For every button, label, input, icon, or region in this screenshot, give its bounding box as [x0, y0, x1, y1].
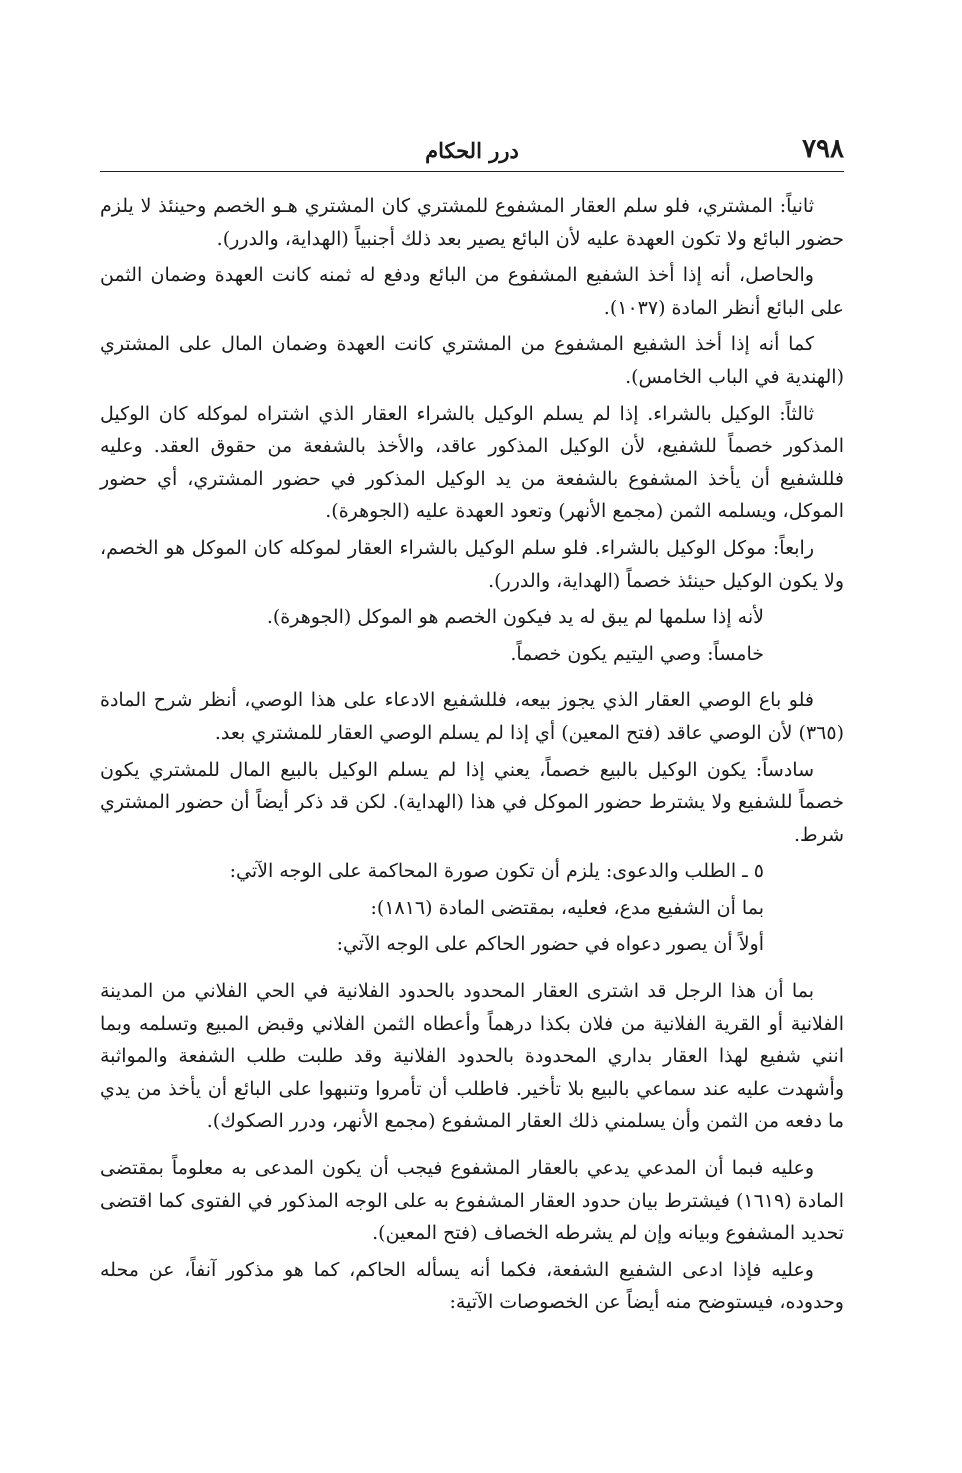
header-rule — [100, 171, 844, 172]
paragraph-from-buyer: كما أنه إذا أخذ الشفيع المشفوع من المشتري كانت العهدة وضمان المال على المشتري (الهندية في الباب الخامس). — [100, 333, 844, 388]
paragraph-claim-form: بما أن هذا الرجل قد اشترى العقار المحدود بالحدود الفلانية في الحي الفلاني من المدينة الفلانية أو القرية الفلانية من فلان بكذا درهماً وأعطاه الثمن الفلاني وقبض المبيع وتسلمه وبما انني شفيع لهذا العقار بداري المحدودة بالحدود الفلانية وقد طلبت طلب الشفعة والمواثبة وأشهدت عليه عند سماعي بالبيع بلا تأخير. فاطلب أن تأمروا وتنبهوا على البائع أن يأخذ من يدي ما دفعه من الثمن وأن يسلمني ذلك العقار المشفوع (مجمع الأنهر، ودرر الصكوك). — [100, 980, 844, 1133]
paragraph-guardian-sale: فلو باع الوصي العقار الذي يجوز بيعه، فللشفيع الادعاء على هذا الوصي، أنظر شرح المادة (٣٦٥) لأن الوصي عاقد (فتح المعين) أي إذا لم يسلم الوصي العقار للمشتري بعد. — [100, 689, 844, 744]
paragraph-reason: لأنه إذا سلمها لم يبق له يد فيكون الخصم هو الموكل (الجوهرة). — [266, 606, 764, 629]
paragraph-fifth-guardian: خامساً: وصي اليتيم يكون خصماً. — [510, 642, 764, 665]
page-body — [100, 190, 844, 1323]
paragraph-boundaries: وعليه فبما أن المدعي يدعي بالعقار المشفوع فيجب أن يكون المدعى به معلوماً بمقتضى المادة (١٦١٩) فيشترط بيان حدود العقار المشفوع به على الوجه المذكور في الفتوى كما اقتضى تحديد المشفوع وبيانه وإن لم يشرطه الخصاف (فتح المعين). — [100, 1157, 844, 1245]
paragraph-third-agent: ثالثاً: الوكيل بالشراء. إذا لم يسلم الوكيل بالشراء العقار الذي اشتراه لموكله كان الوكيل المذكور خصماً للشفيع، لأن الوكيل المذكور عاقد، والأخذ بالشفعة من حقوق العقد. وعليه فللشفيع أن يأخذ المشفوع بالشفعة من يد الوكيل المذكور في حضور المشتري، أي حضور الموكل، ويسلمه الثمن (مجمع الأنهر) وتعود العهدة عليه (الجوهرة). — [100, 402, 844, 523]
paragraph-questions: وعليه فإذا ادعى الشفيع الشفعة، فكما أنه يسأله الحاكم، كما هو مذكور آنفاً، عن محله وحدوده، فيستوضح منه أيضاً عن الخصوصات الآتية: — [100, 1258, 844, 1314]
paragraph-summary: والحاصل، أنه إذا أخذ الشفيع المشفوع من البائع ودفع له ثمنه كانت العهدة وضمان الثمن على البائع أنظر المادة (١٠٣٧). — [100, 264, 844, 319]
paragraph-first-step: أولاً أن يصور دعواه في حضور الحاكم على الوجه الآتي: — [336, 933, 764, 956]
paragraph-fourth-principal: رابعاً: موكل الوكيل بالشراء. فلو سلم الوكيل بالشراء العقار لموكله كان الموكل هو الخصم، ولا يكون الوكيل حينئذ خصماً (الهداية، والدرر). — [100, 536, 844, 592]
paragraph-sixth-sale-agent: سادساً: يكون الوكيل بالبيع خصماً، يعني إذا لم يسلم الوكيل بالبيع المال للمشتري يكون خصماً للشفيع ولا يشترط حضور الموكل في هذا (الهداية). لكن قد ذكر أيضاً أن حضور المشتري شرط. — [100, 758, 844, 846]
page-header — [100, 128, 844, 172]
page-number: ٧٩٨ — [802, 134, 844, 164]
paragraph-second-buyer: ثانياً: المشتري، فلو سلم العقار المشفوع للمشتري كان المشتري هـو الخصم وحينئذ لا يلزم حضور البائع ولا تكون العهدة عليه لأن البائع يصير بعد ذلك أجنبياً (الهداية، والدرر). — [100, 195, 844, 250]
running-title: درر الحكام — [425, 138, 519, 163]
paragraph-claim-heading: ٥ ـ الطلب والدعوى: يلزم أن تكون صورة المحاكمة على الوجه الآتي: — [229, 860, 764, 883]
paragraph-claimant: بما أن الشفيع مدع، فعليه، بمقتضى المادة (١٨١٦): — [370, 896, 764, 919]
